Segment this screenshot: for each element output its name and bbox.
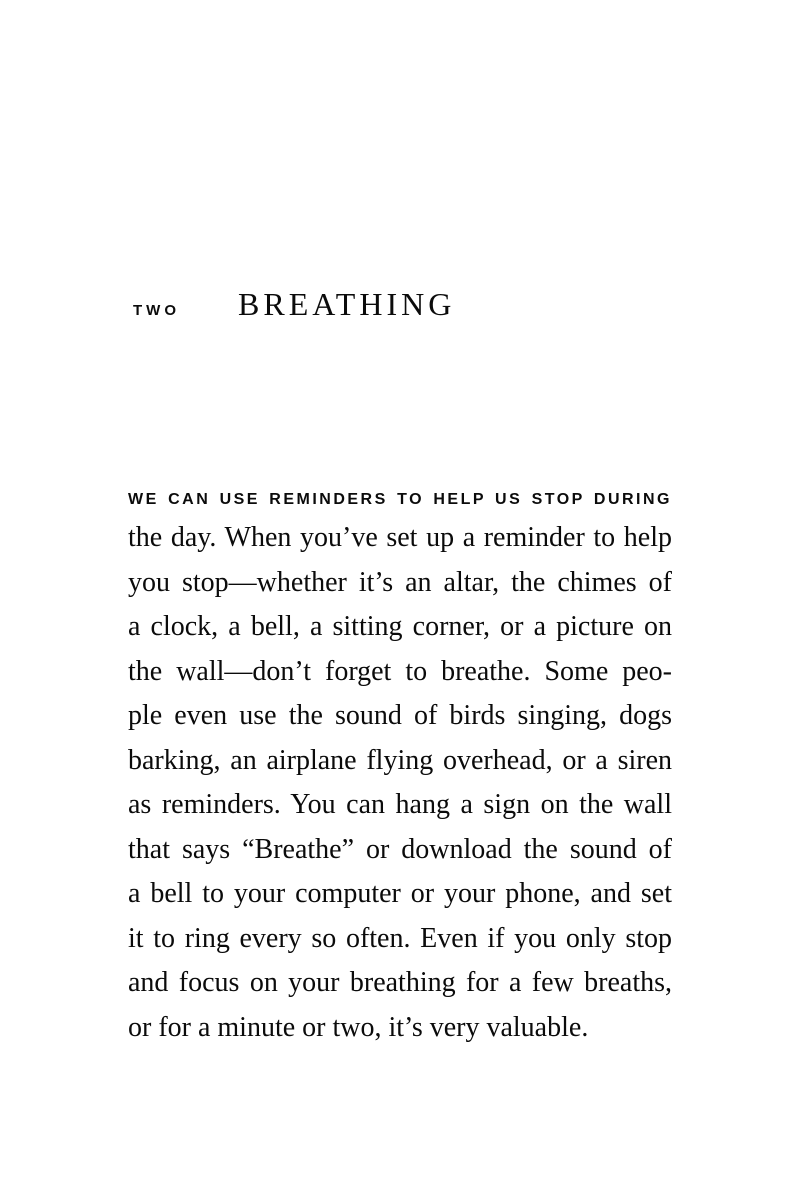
body-text-line: that says “Breathe” or download the sound of: [128, 833, 672, 865]
chapter-title: BREATHING: [238, 286, 456, 322]
chapter-heading: [133, 286, 455, 323]
body-text-line: ple even use the sound of birds singing, dogs: [128, 700, 672, 731]
body-text-line: it to ring every so often. Even if you only stop: [128, 922, 672, 954]
chapter-number: TWO: [133, 302, 180, 319]
paragraph-body: [128, 516, 672, 1050]
body-text-line: barking, an airplane flying overhead, or a siren: [128, 744, 672, 776]
body-text-line: a clock, a bell, a sitting corner, or a picture on: [128, 611, 672, 642]
body-text-line: a bell to your computer or your phone, and set: [128, 878, 672, 909]
paragraph-lead-in: WE CAN USE REMINDERS TO HELP US STOP DURING: [128, 491, 672, 508]
body-text-line: the wall—don’t forget to breathe. Some peo-: [128, 655, 672, 687]
body-text-line: you stop—whether it’s an altar, the chimes of: [128, 566, 672, 598]
body-text-line: or for a minute or two, it’s very valuable.: [128, 1011, 589, 1043]
body-text-line: as reminders. You can hang a sign on the wall: [128, 789, 672, 820]
body-text-line: and focus on your breathing for a few breaths,: [128, 967, 672, 998]
body-text-line: the day. When you’ve set up a reminder to help: [128, 522, 672, 553]
